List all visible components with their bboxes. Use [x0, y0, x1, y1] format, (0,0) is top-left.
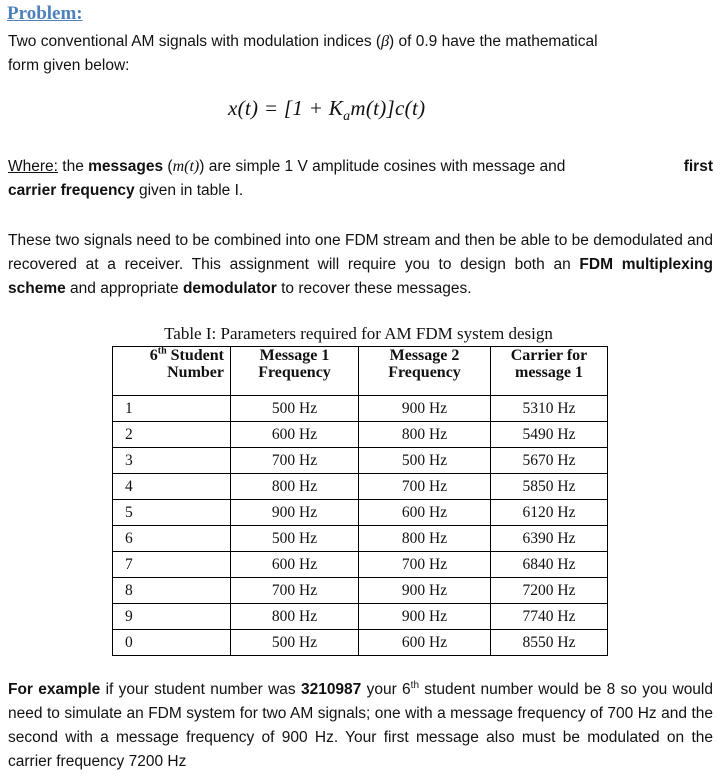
table-row	[113, 448, 608, 474]
intro-text-a: Two conventional AM signals with modulation indices (	[8, 33, 382, 50]
equation-lhs: x(t) = [1 + K	[228, 96, 344, 120]
demodulator-bold: demodulator	[182, 280, 277, 297]
cell-student-digit: 9	[113, 604, 231, 630]
messages-bold: messages	[88, 158, 164, 175]
cell-carrier: 5670 Hz	[491, 448, 608, 474]
fdm-text-3: to recover these messages.	[276, 280, 472, 297]
cell-student-digit: 0	[113, 630, 231, 656]
equation-subscript: a	[343, 109, 351, 124]
cell-message2: 900 Hz	[359, 604, 491, 630]
cell-message2: 600 Hz	[359, 630, 491, 656]
cell-student-digit: 7	[113, 552, 231, 578]
example-text-1: if your student number was	[100, 681, 301, 698]
header-message2-frequency: Message 2 Frequency	[359, 347, 491, 396]
cell-carrier: 6120 Hz	[491, 500, 608, 526]
intro-text-c: form given below:	[8, 57, 130, 74]
cell-message1: 700 Hz	[231, 448, 359, 474]
header-student-number: 6th Student Number	[113, 347, 231, 396]
cell-student-digit: 2	[113, 422, 231, 448]
equation-rhs: m(t)]c(t)	[350, 96, 426, 120]
table-header-row	[113, 347, 608, 396]
cell-student-digit: 8	[113, 578, 231, 604]
cell-student-digit: 1	[113, 396, 231, 422]
cell-message1: 500 Hz	[231, 526, 359, 552]
table-row	[113, 630, 608, 656]
fdm-scheme-bold: FDM multiplexing scheme	[8, 256, 713, 297]
message-symbol: m(t)	[172, 158, 200, 175]
cell-message2: 900 Hz	[359, 396, 491, 422]
first-bold: first	[683, 158, 713, 175]
table-row	[113, 500, 608, 526]
header-carrier-frequency: Carrier for message 1	[491, 347, 608, 396]
intro-text-b: ) of 0.9 have the mathematical	[389, 33, 598, 50]
student-number-bold: 3210987	[300, 681, 362, 698]
cell-message2: 700 Hz	[359, 474, 491, 500]
example-text-3: student number would be 8 so you would need to simulate an FDM system for two AM signals; one with a message frequency of 700 Hz and the second with a message frequency of 900 Hz. Your first message also must be modulated on the carrier frequency 7200 Hz	[8, 681, 713, 770]
cell-carrier: 6840 Hz	[491, 552, 608, 578]
example-text-2: your 6	[361, 681, 411, 698]
fdm-text-1: These two signals need to be combined into one FDM stream and then be able to be demodulated and recovered at a receiver. This assignment will require you to design both an	[8, 232, 713, 273]
where-text-2: (	[163, 158, 173, 175]
cell-message2: 900 Hz	[359, 578, 491, 604]
cell-message1: 500 Hz	[231, 630, 359, 656]
cell-student-digit: 5	[113, 500, 231, 526]
cell-message2: 600 Hz	[359, 500, 491, 526]
table-row	[113, 396, 608, 422]
example-superscript: th	[410, 679, 420, 691]
where-text-1: the	[57, 158, 89, 175]
table-row	[113, 526, 608, 552]
cell-carrier: 5850 Hz	[491, 474, 608, 500]
cell-student-digit: 4	[113, 474, 231, 500]
fdm-text-2: and appropriate	[65, 280, 183, 297]
parameters-table	[112, 346, 608, 656]
header-message1-frequency: Message 1 Frequency	[231, 347, 359, 396]
cell-message1: 500 Hz	[231, 396, 359, 422]
table-row	[113, 422, 608, 448]
cell-carrier: 5310 Hz	[491, 396, 608, 422]
table-row	[113, 474, 608, 500]
cell-message1: 600 Hz	[231, 552, 359, 578]
cell-message1: 600 Hz	[231, 422, 359, 448]
cell-message2: 800 Hz	[359, 526, 491, 552]
page-heading: Problem:	[7, 3, 83, 24]
cell-carrier: 5490 Hz	[491, 422, 608, 448]
cell-message1: 700 Hz	[231, 578, 359, 604]
cell-message1: 800 Hz	[231, 604, 359, 630]
where-text-3: ) are simple 1 V amplitude cosines with message and	[199, 158, 566, 175]
example-paragraph	[8, 678, 713, 774]
cell-message2: 700 Hz	[359, 552, 491, 578]
cell-student-digit: 6	[113, 526, 231, 552]
cell-message2: 800 Hz	[359, 422, 491, 448]
beta-symbol: β	[381, 33, 390, 50]
cell-message1: 800 Hz	[231, 474, 359, 500]
table-row	[113, 552, 608, 578]
cell-message2: 500 Hz	[359, 448, 491, 474]
carrier-frequency-bold: carrier frequency	[8, 182, 135, 199]
table-row	[113, 604, 608, 630]
where-text-4: given in table I.	[134, 182, 244, 199]
table-row	[113, 578, 608, 604]
intro-paragraph	[8, 30, 708, 78]
fdm-paragraph	[8, 229, 713, 301]
cell-carrier: 7200 Hz	[491, 578, 608, 604]
table-caption: Table I: Parameters required for AM FDM system design	[164, 324, 553, 343]
cell-carrier: 7740 Hz	[491, 604, 608, 630]
am-equation	[228, 96, 426, 124]
cell-student-digit: 3	[113, 448, 231, 474]
where-label: Where:	[8, 158, 58, 175]
for-example-bold: For example	[8, 681, 101, 698]
cell-carrier: 6390 Hz	[491, 526, 608, 552]
cell-message1: 900 Hz	[231, 500, 359, 526]
where-paragraph	[8, 155, 713, 203]
cell-carrier: 8550 Hz	[491, 630, 608, 656]
